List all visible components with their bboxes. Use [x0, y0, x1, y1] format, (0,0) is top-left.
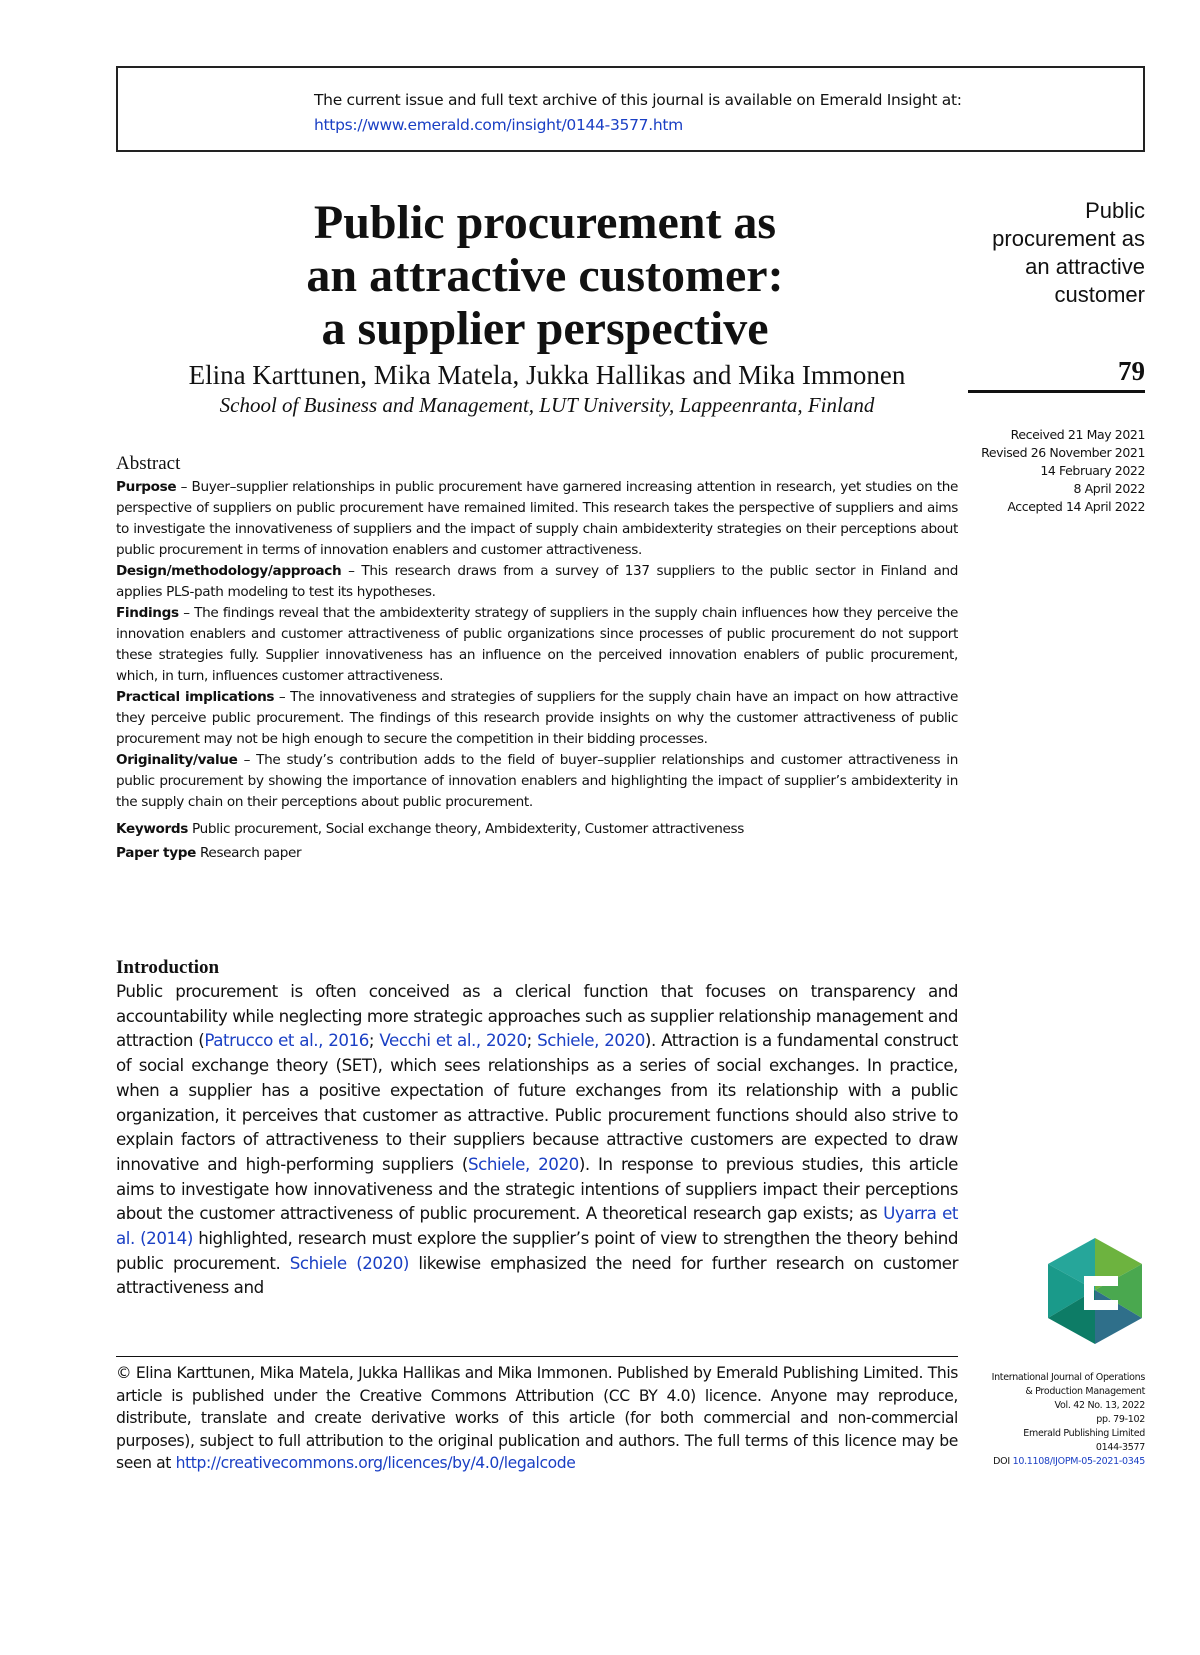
abstract-implications	[116, 687, 958, 750]
abstract-purpose	[116, 477, 958, 561]
doi-link[interactable]: 10.1108/IJOPM-05-2021-0345	[1012, 1456, 1145, 1467]
running-title-line: Public	[1085, 198, 1145, 223]
keywords	[116, 819, 958, 840]
date-line: 14 February 2022	[1040, 463, 1145, 478]
introduction-heading: Introduction	[116, 957, 220, 978]
affiliation: School of Business and Management, LUT University, Lappeenranta, Finland	[219, 393, 875, 417]
abstract-text: – Buyer–supplier relationships in public procurement have garnered increasing attention in research, yet studies on the perspective of suppliers on public procurement have remained limited. This research takes the perspective of suppliers and aims to investigate the innovativeness of suppliers and the impact of supply chain ambidexterity strategies on their perceptions about public procurement in terms of innovation enablers and customer attractiveness.	[116, 479, 958, 558]
date-line: 8 April 2022	[1073, 481, 1145, 496]
paper-type	[116, 843, 958, 864]
journal-line: pp. 79-102	[1096, 1414, 1145, 1425]
authors: Elina Karttunen, Mika Matela, Jukka Hallikas and Mika Immonen	[188, 360, 906, 390]
abstract-label: Originality/value	[116, 752, 238, 768]
intro-text: ). Attraction is a fundamental construct of social exchange theory (SET), which sees relationships as a series of social exchanges. In practice, when a supplier has a positive expectation of future exchanges from its relationship with a public organization, it perceives that customer as attractive. Public procurement functions should also strive to explain factors of attractiveness to their suppliers because attractive customers are expected to draw innovative and high-performing suppliers (	[116, 1030, 958, 1174]
intro-text: ). In response to previous studies, this article aims to investigate how innovativeness and the strategic intentions of suppliers impact their perceptions about the customer attractiveness of public procurement. A theoretical research gap exists; as	[116, 1153, 958, 1224]
intro-text: ;	[368, 1030, 380, 1051]
introduction-section	[116, 957, 958, 1300]
abstract-label: Findings	[116, 605, 179, 621]
side-divider	[968, 390, 1145, 393]
journal-line: 0144-3577	[1095, 1442, 1145, 1453]
archive-banner	[116, 66, 1145, 152]
page-number: 79	[1118, 356, 1145, 386]
article-title	[165, 196, 925, 355]
article-history	[930, 426, 1145, 516]
abstract-text: – This research draws from a survey of 137 suppliers to the public sector in Finland and applies PLS-path modeling to test its hypotheses.	[116, 563, 958, 600]
journal-line: Emerald Publishing Limited	[1023, 1428, 1145, 1439]
introduction-paragraph	[116, 979, 958, 1300]
abstract-label: Design/methodology/approach	[116, 563, 342, 579]
doi-line	[960, 1455, 1145, 1469]
journal-line: Vol. 42 No. 13, 2022	[1054, 1400, 1145, 1411]
abstract-label: Purpose	[116, 479, 177, 495]
banner-text	[314, 88, 962, 138]
intro-text: likewise emphasized the need for further research on customer attractiveness and	[116, 1252, 958, 1298]
intro-text: ;	[526, 1030, 538, 1051]
license-footnote	[116, 1362, 958, 1475]
abstract	[116, 453, 958, 864]
date-line: Received 21 May 2021	[1010, 427, 1145, 442]
intro-text: highlighted, research must explore the supplier’s point of view to strengthen the theory behind public procurement.	[116, 1228, 958, 1273]
citation-link[interactable]: Patrucco et al., 2016	[204, 1030, 369, 1051]
banner-line: The current issue and full text archive of this journal is available on Emerald Insight at:	[314, 91, 962, 109]
intro-text: Public procurement is often conceived as a clerical function that focuses on transparency and accountability while neglecting more strategic approaches such as supplier relationship management and attraction (	[116, 981, 958, 1051]
paper-type-text: Research paper	[195, 845, 302, 861]
abstract-text: – The findings reveal that the ambidexterity strategy of suppliers in the supply chain influences how they perceive the innovation enablers and customer attractiveness of public organizations since processes of public procurement do not support these strategies fully. Supplier innovativeness has an influence on the perceived innovation enablers of public procurement, which, in turn, influences customer attractiveness.	[116, 605, 958, 684]
date-line: Accepted 14 April 2022	[1007, 499, 1145, 514]
running-title-line: procurement as	[992, 226, 1145, 251]
journal-line: International Journal of Operations	[991, 1372, 1145, 1383]
abstract-heading: Abstract	[116, 453, 181, 474]
journal-info	[960, 1371, 1145, 1469]
journal-line: & Production Management	[1025, 1386, 1145, 1397]
abstract-findings	[116, 603, 958, 687]
keywords-label: Keywords	[116, 821, 188, 837]
paper-type-label: Paper type	[116, 845, 196, 861]
abstract-text: – The innovativeness and strategies of suppliers for the supply chain have an impact on how attractive they perceive public procurement. The findings of this research provide insights on why the customer attractiveness of public procurement may not be high enough to secure the competition in their bidding processes.	[116, 689, 958, 747]
keywords-text: Public procurement, Social exchange theory, Ambidexterity, Customer attractiveness	[188, 821, 745, 837]
title-line: Public procurement as	[313, 196, 777, 249]
citation-link[interactable]: Schiele, 2020	[467, 1153, 579, 1174]
citation-link[interactable]: Schiele, 2020	[537, 1030, 645, 1051]
abstract-text: – The study’s contribution adds to the field of buyer–supplier relationships and customer attractiveness in public procurement by showing the importance of innovation enablers and highlighting the impact of supplier’s ambidexterity in the supply chain on their perceptions about public procurement.	[116, 752, 958, 810]
abstract-originality	[116, 750, 958, 813]
running-title-line: an attractive	[1025, 254, 1145, 279]
emerald-logo-icon	[1048, 1238, 1142, 1344]
journal-archive-link[interactable]: https://www.emerald.com/insight/0144-3577.htm	[314, 116, 683, 134]
citation-link[interactable]: Uyarra et al. (2014)	[116, 1203, 958, 1249]
running-title-line: customer	[1054, 282, 1145, 307]
citation-link[interactable]: Schiele (2020)	[289, 1252, 409, 1273]
citation-link[interactable]: Vecchi et al., 2020	[379, 1030, 527, 1051]
footnote-divider	[116, 1356, 958, 1357]
footnote-text: © Elina Karttunen, Mika Matela, Jukka Hallikas and Mika Immonen. Published by Emerald Publishing Limited. This article is published under the Creative Commons Attribution (CC BY 4.0) licence. Anyone may reproduce, distribute, translate and create derivative works of this article (for both commercial and non-commercial purposes), subject to full attribution to the original publication and authors. The full terms of this licence may be seen at	[116, 1364, 958, 1472]
date-line: Revised 26 November 2021	[981, 445, 1145, 460]
running-title	[960, 197, 1145, 309]
doi-label: DOI	[993, 1456, 1013, 1467]
license-link[interactable]: http://creativecommons.org/licences/by/4.0/legalcode	[175, 1454, 576, 1472]
abstract-label: Practical implications	[116, 689, 275, 705]
abstract-design	[116, 561, 958, 603]
title-line: an attractive customer:	[306, 249, 784, 302]
title-line: a supplier perspective	[321, 302, 769, 355]
